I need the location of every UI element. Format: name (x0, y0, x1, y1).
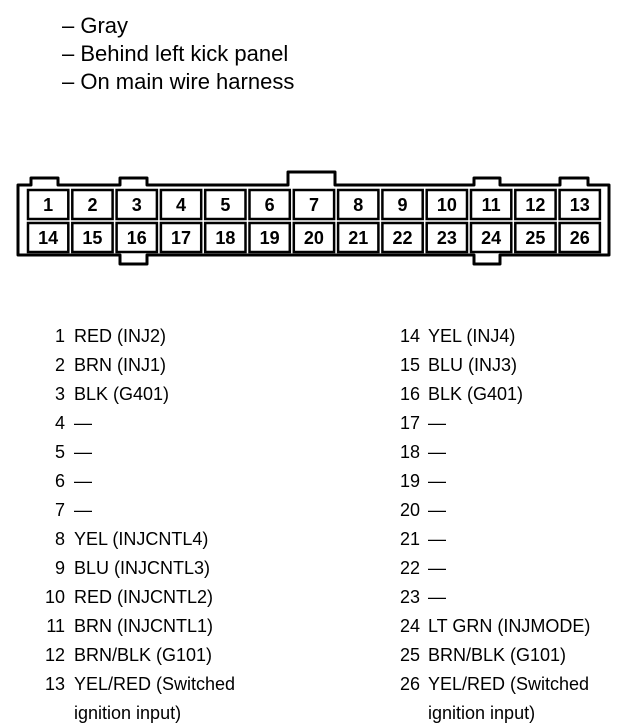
connector-diagram (0, 0, 640, 300)
pin-number: 3 (54, 384, 65, 404)
pin-number: 2 (54, 355, 65, 375)
pin-row-20 (392, 496, 590, 525)
pin-cell-label: 12 (525, 195, 546, 215)
pin-description: — (428, 587, 446, 607)
info-color: – Gray (62, 13, 129, 38)
pin-description: — (74, 500, 92, 520)
pin-cell-label: 7 (308, 195, 319, 215)
pin-number: 12 (44, 645, 65, 665)
pin-description: YEL/RED (Switched ignition input) (428, 674, 590, 723)
pin-description: — (74, 442, 92, 462)
pin-row-10 (38, 583, 235, 612)
pin-row-23 (392, 583, 590, 612)
pin-number: 21 (399, 529, 420, 549)
pin-cell-label: 24 (481, 228, 502, 248)
pin-cell-label: 1 (43, 195, 54, 215)
pin-row-17 (392, 409, 590, 438)
pin-description: — (428, 558, 446, 578)
pin-cell-label: 23 (436, 228, 457, 248)
pin-number: 20 (399, 500, 420, 520)
pin-row-5 (38, 438, 235, 467)
pin-number: 9 (54, 558, 65, 578)
info-location: – Behind left kick panel (62, 41, 289, 66)
info-harness: – On main wire harness (62, 69, 295, 94)
pin-cell-label: 18 (215, 228, 236, 248)
pin-description: BLU (INJ3) (428, 355, 518, 375)
pin-row-16 (392, 380, 590, 409)
pin-cell-label: 15 (82, 228, 103, 248)
pin-number: 23 (399, 587, 420, 607)
pin-cell-label: 25 (525, 228, 546, 248)
pin-number: 8 (54, 529, 65, 549)
pin-description: BLU (INJCNTL3) (74, 558, 211, 578)
pin-cell-label: 3 (131, 195, 142, 215)
pin-cell-label: 11 (481, 195, 501, 215)
pin-number: 14 (399, 326, 420, 346)
pin-row-4 (38, 409, 235, 438)
pin-row-2 (38, 351, 235, 380)
pin-description: BRN (INJCNTL1) (74, 616, 214, 636)
pin-number: 24 (399, 616, 420, 636)
pin-row-13 (38, 670, 235, 728)
pin-row-9 (38, 554, 235, 583)
pin-description: BRN/BLK (G101) (74, 645, 213, 665)
pin-cell-label: 2 (87, 195, 98, 215)
pin-description: YEL/RED (Switched ignition input) (74, 674, 236, 723)
pin-row-3 (38, 380, 235, 409)
pin-number: 19 (399, 471, 420, 491)
pin-row-6 (38, 467, 235, 496)
pin-number: 5 (54, 442, 65, 462)
pin-description: BRN (INJ1) (74, 355, 167, 375)
pin-description: — (428, 442, 446, 462)
pin-description: — (428, 500, 446, 520)
pin-row-8 (38, 525, 235, 554)
pin-description: BLK (G401) (428, 384, 524, 404)
pin-cell-label: 19 (259, 228, 280, 248)
pin-description: YEL (INJ4) (428, 326, 516, 346)
pin-cell-label: 13 (569, 195, 590, 215)
pin-cell-label: 10 (436, 195, 457, 215)
pin-cell-label: 20 (303, 228, 324, 248)
pin-cell-label: 14 (38, 228, 59, 248)
pin-description: YEL (INJCNTL4) (74, 529, 209, 549)
pin-number: 15 (399, 355, 420, 375)
pin-description: — (428, 529, 446, 549)
pin-cell-label: 22 (392, 228, 413, 248)
pin-row-25 (392, 641, 590, 670)
pin-cell-label: 6 (264, 195, 275, 215)
pin-row-15 (392, 351, 590, 380)
pin-description: LT GRN (INJMODE) (428, 616, 591, 636)
pin-number: 4 (54, 413, 65, 433)
pin-row-12 (38, 641, 235, 670)
pin-cell-label: 5 (220, 195, 231, 215)
pin-list-left (38, 322, 235, 728)
pin-row-11 (38, 612, 235, 641)
pin-row-7 (38, 496, 235, 525)
pin-number: 6 (54, 471, 65, 491)
pin-cell-label: 8 (353, 195, 364, 215)
pin-description: RED (INJ2) (74, 326, 167, 346)
pin-description: — (74, 471, 92, 491)
pin-row-1 (38, 322, 235, 351)
pin-row-26 (392, 670, 590, 728)
pin-number: 26 (399, 674, 420, 694)
pin-cell-label: 16 (126, 228, 147, 248)
pin-number: 7 (54, 500, 65, 520)
pin-cell-label: 21 (348, 228, 369, 248)
pin-row-18 (392, 438, 590, 467)
pin-list-right (392, 322, 590, 728)
pin-number: 16 (399, 384, 420, 404)
pin-description: — (428, 413, 446, 433)
pin-number: 11 (46, 616, 65, 636)
pin-row-14 (392, 322, 590, 351)
pin-description: — (74, 413, 92, 433)
pin-number: 25 (399, 645, 420, 665)
pin-number: 17 (399, 413, 420, 433)
pin-number: 22 (399, 558, 420, 578)
pin-row-19 (392, 467, 590, 496)
pin-cell-label: 4 (176, 195, 187, 215)
pin-description: — (428, 471, 446, 491)
pin-cell-label: 26 (569, 228, 590, 248)
pin-number: 13 (44, 674, 65, 694)
pin-row-21 (392, 525, 590, 554)
pin-description: BLK (G401) (74, 384, 170, 404)
pin-number: 10 (44, 587, 65, 607)
pin-row-24 (392, 612, 590, 641)
pin-description: BRN/BLK (G101) (428, 645, 567, 665)
pin-number: 1 (54, 326, 65, 346)
pin-description: RED (INJCNTL2) (74, 587, 214, 607)
pin-row-22 (392, 554, 590, 583)
pin-number: 18 (399, 442, 420, 462)
pin-cell-label: 9 (397, 195, 408, 215)
pin-cell-label: 17 (171, 228, 192, 248)
